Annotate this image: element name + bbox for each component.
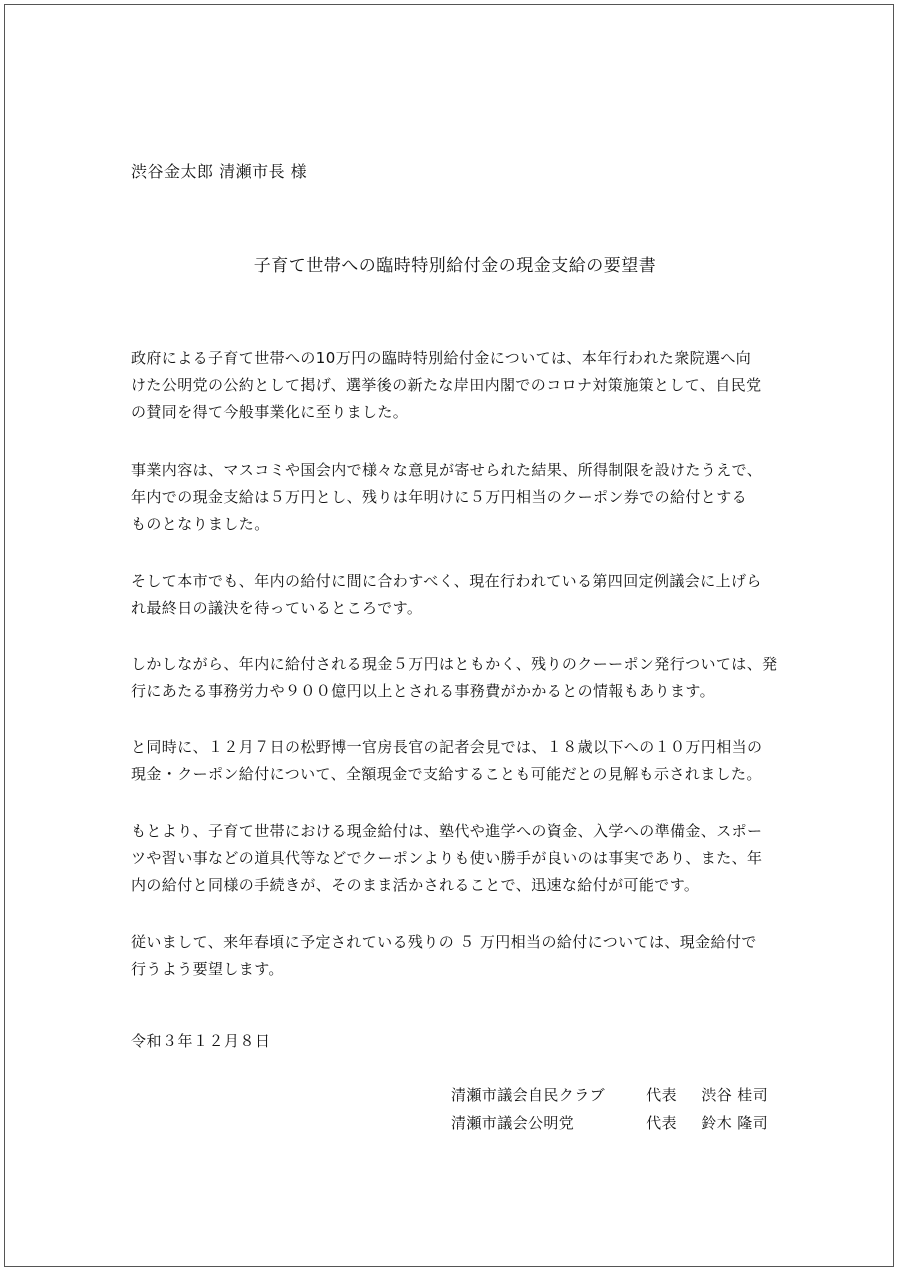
paragraph-line: 現金・クーポン給付について、全額現金で支給することも可能だとの見解も示されました。	[131, 765, 762, 783]
paragraph-line: 行うよう要望します。	[131, 960, 284, 978]
paragraph-7	[131, 929, 779, 983]
signatory-organization: 清瀬市議会公明党	[451, 1114, 575, 1132]
paragraph-line: 従いまして、来年春頃に予定されている残りの ５ 万円相当の給付については、現金給付で	[131, 933, 757, 951]
paragraph-line: ものとなりました。	[131, 515, 270, 533]
document-title: 子育て世帯への臨時特別給付金の現金支給の要望書	[253, 256, 657, 276]
paragraph-line: もとより、子育て世帯における現金給付は、塾代や進学への資金、入学への準備金、スポー	[131, 822, 763, 840]
paragraph-line: 年内での現金支給は５万円とし、残りは年明けに５万円相当のクーポン券での給付とする	[131, 488, 748, 506]
paragraph-line: ツや習い事などの道具代等などでクーポンよりも使い勝手が良いのは事実であり、また、年	[131, 849, 763, 867]
paragraph-2	[131, 457, 779, 538]
paragraph-line: の賛同を得て今般事業化に至りました。	[131, 403, 409, 421]
signatory-name: 鈴木 隆司	[701, 1114, 769, 1132]
paragraph-6	[131, 818, 779, 899]
signatory-row	[451, 1112, 768, 1133]
paragraph-line: と同時に、１２月７日の松野博一官房長官の記者会見では、１８歳以下への１０万円相当の	[131, 738, 763, 756]
paragraph-line: そして本市でも、年内の給付に間に合わすべく、現在行われている第四回定例議会に上げら	[131, 572, 762, 590]
paragraph-line: しかしながら、年内に給付される現金５万円はともかく、残りのクーーポン発行ついては、発	[131, 655, 778, 673]
document-date: 令和３年１２月８日	[131, 1032, 271, 1050]
paragraph-3	[131, 568, 779, 622]
signatory-name: 渋谷 桂司	[701, 1086, 769, 1104]
paragraph-line: けた公明党の公約として掲げ、選挙後の新たな岸田内閣でのコロナ対策施策として、自民党	[131, 376, 762, 394]
paragraph-line: 行にあたる事務労力や９００億円以上とされる事務費がかかるとの情報もあります。	[131, 682, 716, 700]
paragraph-4	[131, 651, 779, 705]
addressee: 渋谷金太郎 清瀬市長 様	[131, 162, 308, 181]
signatory-organization: 清瀬市議会自民クラブ	[451, 1086, 606, 1104]
paragraph-line: 政府による子育て世帯への10万円の臨時特別給付金については、本年行われた衆院選へ向	[131, 349, 752, 367]
document-page	[4, 4, 894, 1267]
paragraph-line: 内の給付と同様の手続きが、そのまま活かされることで、迅速な給付が可能です。	[131, 876, 700, 894]
signatory-role: 代表	[646, 1114, 677, 1132]
paragraph-5	[131, 734, 779, 788]
paragraph-1	[131, 345, 779, 426]
paragraph-line: 事業内容は、マスコミや国会内で様々な意見が寄せられた結果、所得制限を設けたうえで、	[131, 461, 763, 479]
paragraph-line: れ最終日の議決を待っているところです。	[131, 599, 423, 617]
signatory-row	[451, 1084, 768, 1105]
signatory-role: 代表	[646, 1086, 677, 1104]
